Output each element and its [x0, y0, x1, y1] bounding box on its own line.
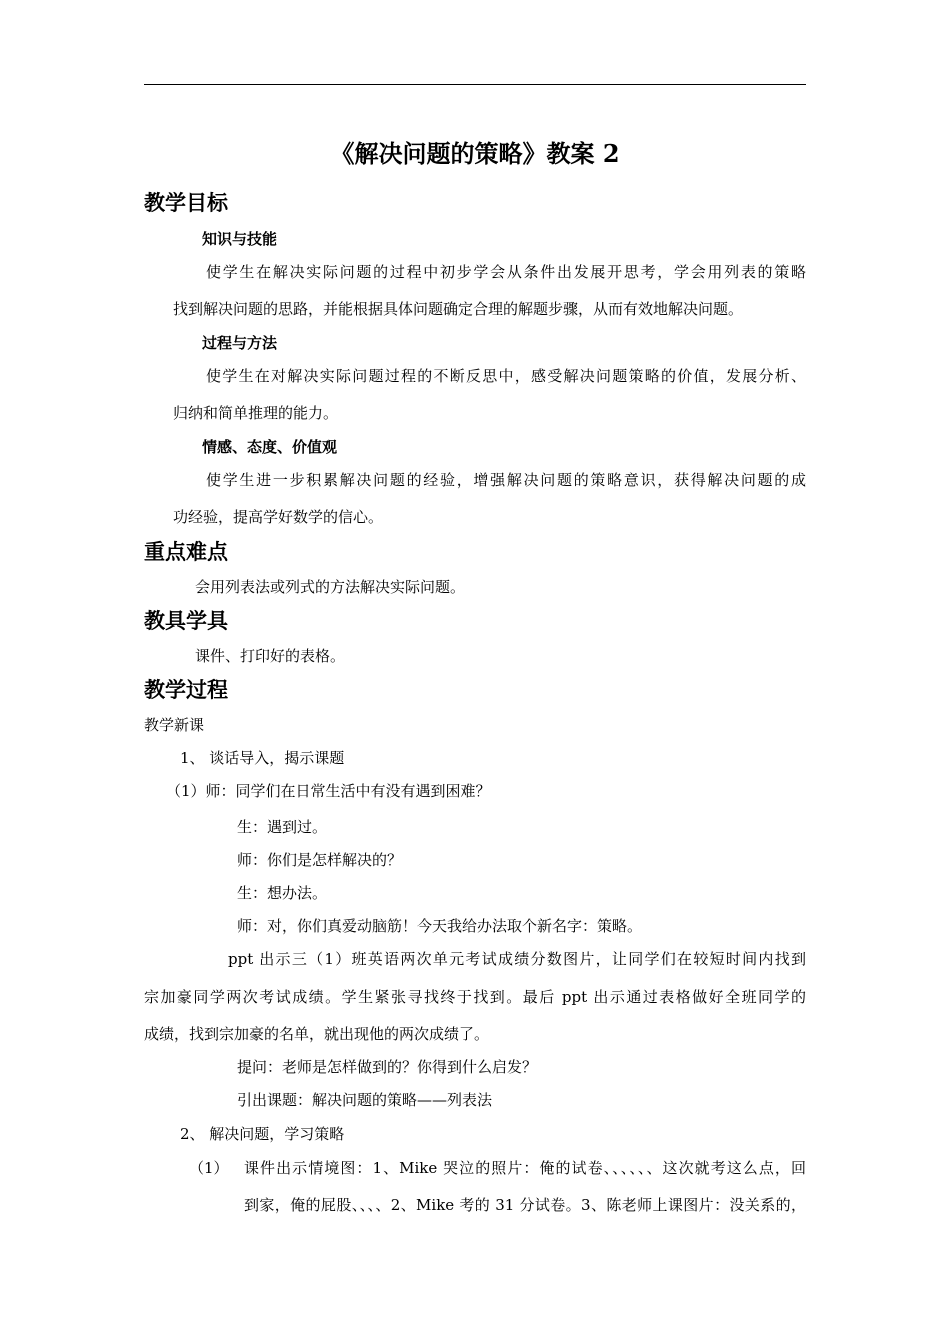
process-text-line1: 使学生在对解决实际问题过程的不断反思中，感受解决问题策略的价值，发展分析、 — [206, 367, 806, 385]
knowledge-text-line2: 找到解决问题的思路，并能根据具体问题确定合理的解题步骤，从而有效地解决问题。 — [173, 300, 744, 318]
emotion-text-line2: 功经验，提高学好数学的信心。 — [173, 508, 384, 526]
dialog-line3: 生：想办法。 — [237, 884, 328, 902]
heading-objectives: 教学目标 — [144, 190, 228, 215]
subheading-knowledge: 知识与技能 — [202, 230, 278, 248]
dialog-line4: 师：对，你们真爱动脑筋！今天我给办法取个新名字：策略。 — [237, 917, 643, 935]
subheading-process-method: 过程与方法 — [202, 334, 278, 352]
step2-text-line1: 课件出示情境图：1、Mike 哭泣的照片：俺的试卷、、、、、、这次就考这么点，回 — [244, 1159, 806, 1177]
header-rule — [144, 84, 806, 85]
heading-teaching-process: 教学过程 — [144, 677, 228, 702]
document-title: 《解决问题的策略》教案 2 — [330, 139, 620, 168]
process-text-line2: 归纳和简单推理的能力。 — [173, 404, 339, 422]
question-text: 提问：老师是怎样做到的？你得到什么启发？ — [237, 1058, 538, 1076]
heading-tools: 教具学具 — [144, 608, 228, 633]
step2-text-line2: 到家，俺的屁股、、、、2、Mike 考的 31 分试卷。3、陈老师上课图片：没关系的， — [244, 1196, 806, 1214]
dialog-line2: 师：你们是怎样解决的？ — [237, 851, 403, 869]
subheading-emotion: 情感、态度、价值观 — [202, 438, 338, 456]
ppt-paragraph-line2: 宗加豪同学两次考试成绩。学生紧张寻找终于找到。最后 ppt 出示通过表格做好全班同学的 — [144, 988, 806, 1006]
tools-text: 课件、打印好的表格。 — [195, 647, 346, 665]
step1-title: 1、 谈话导入，揭示课题 — [180, 749, 345, 767]
dialog-line1: 生：遇到过。 — [237, 818, 328, 836]
heading-key-points: 重点难点 — [144, 539, 228, 564]
emotion-text-line1: 使学生进一步积累解决问题的经验，增强解决问题的策略意识，获得解决问题的成 — [206, 471, 806, 489]
ppt-paragraph-line1: ppt 出示三（1）班英语两次单元考试成绩分数图片，让同学们在较短时间内找到 — [228, 950, 806, 968]
key-points-text: 会用列表法或列式的方法解决实际问题。 — [195, 578, 466, 596]
dialog-question1: （1）师：同学们在日常生活中有没有遇到困难？ — [166, 782, 491, 800]
topic-intro-text: 引出课题：解决问题的策略——列表法 — [237, 1091, 493, 1109]
ppt-paragraph-line3: 成绩，找到宗加豪的名单，就出现他的两次成绩了。 — [144, 1025, 490, 1043]
step2-item-number: （1） — [189, 1159, 229, 1177]
subheading-new-lesson: 教学新课 — [144, 716, 205, 734]
knowledge-text-line1: 使学生在解决实际问题的过程中初步学会从条件出发展开思考，学会用列表的策略 — [206, 263, 806, 281]
step2-title: 2、 解决问题，学习策略 — [180, 1125, 345, 1143]
